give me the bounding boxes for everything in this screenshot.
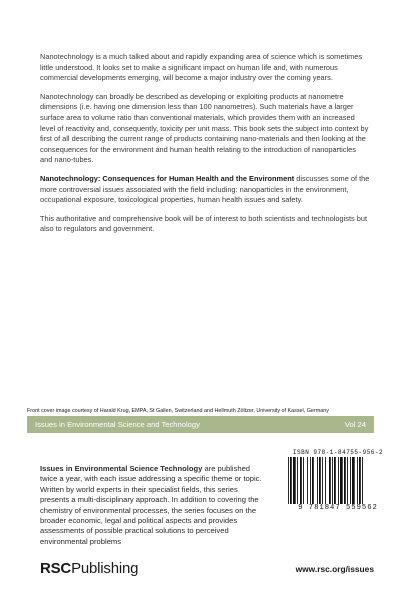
blurb-paragraph-2: Nanotechnology can broadly be described as developing or exploiting products at nanometre dimensions (i.e. having one dimension less than 100 nanometres). Such materials have a larger surface area to volume ratio than conventional materials, which provides them with an increased level of reactivity and, consequently, toxicity per unit mass. This book sets the subject into context by first of all describing the current range of products containing nano-materials and then looking at the consequences for the environment and human health relating to the introduction of nanoparticles and nano-tubes. (40, 91, 369, 165)
barcode-bars (286, 457, 390, 504)
series-volume: Vol 24 (344, 420, 366, 429)
isbn-label: ISBN 978-1-84755-956-2 (292, 449, 384, 456)
publisher-url: www.rsc.org/issues (295, 564, 374, 574)
series-name: Issues in Environmental Science and Technology (35, 420, 200, 429)
publisher-logo (40, 560, 138, 577)
blurb-paragraph-3 (40, 174, 370, 206)
publisher-logo-bold: RSC (40, 560, 72, 577)
series-desc-title: Issues in Environmental Science Technology (40, 464, 203, 473)
series-desc-text: are published twice a year, with each issue addressing a specific theme or topic. Written by world experts in their specialist fields, this series presents a multi-disciplinary approach. In addition to covering the chemistry of environmental processes, the series focuses on the broader economic, legal and political aspects and provides assessments of possible practical solutions to perceived environmental problems (40, 464, 262, 546)
series-description (40, 464, 268, 547)
isbn-digits: 9 781847 559562 (298, 504, 378, 512)
blurb-paragraph-3-text: discusses some of the more controversial issues associated with the field including: nanoparticles in the environment, occupational exposure, toxicological properties, human health issues and safety. (40, 173, 370, 205)
back-cover-blurb (40, 52, 370, 243)
publisher-logo-rest: Publishing (71, 560, 139, 577)
blurb-paragraph-4: This authoritative and comprehensive book will be of interest to both scientists and technologists but also to regulators and government. (40, 213, 368, 234)
isbn-barcode (282, 449, 394, 513)
series-band (27, 416, 374, 433)
blurb-paragraph-1: Nanotechnology is a much talked about and rapidly expanding area of science which is sometimes little understood. It looks set to make a significant impact on human life and, with numerous commercial developments emerging, will become a major industry over the coming years. (40, 52, 363, 83)
cover-image-credit: Front cover image courtesy of Harald Krug, EMPA, St Gallen, Switzerland and Hellmuth Zöltzer, University of Kassel, Germany (27, 408, 329, 414)
book-title-inline: Nanotechnology: Consequences for Human Health and the Environment (40, 173, 295, 183)
